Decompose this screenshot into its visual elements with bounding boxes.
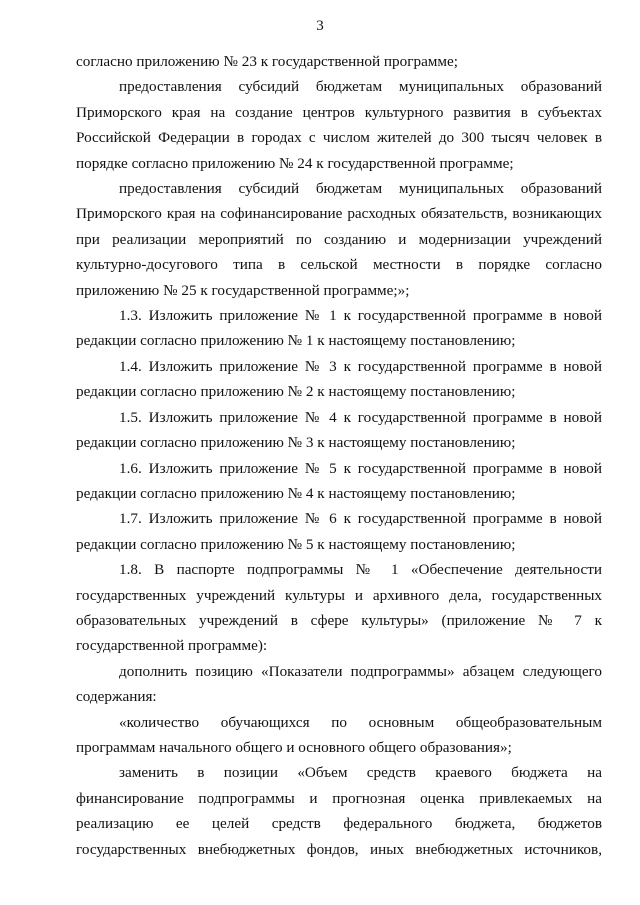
- paragraph: «количество обучающихся по основным общеобразовательным программам начального общего и основного общего образования»;: [76, 713, 602, 756]
- paragraph: предоставления субсидий бюджетам муниципальных образований Приморского края на создание центров культурного развития в субъектах Российской Федерации в городах с числом жителей до 300 тысяч человек в порядке согласно приложению № 24 к государственной программе;: [76, 78, 602, 172]
- paragraph: 1.6. Изложить приложение № 5 к государственной программе в новой редакции согласно приложению № 4 к настоящему постановлению;: [76, 459, 602, 502]
- paragraph: 1.5. Изложить приложение № 4 к государственной программе в новой редакции согласно приложению № 3 к настоящему постановлению;: [76, 408, 602, 452]
- paragraph: 1.8. В паспорте подпрограммы № 1 «Обеспечение деятельности государственных учреждений культуры и архивного дела, государственных образовательных учреждений в сфере культуры» (приложение № 7 к государственной программе):: [76, 561, 602, 655]
- paragraph: 1.3. Изложить приложение № 1 к государственной программе в новой редакции согласно приложению № 1 к настоящему постановлению;: [76, 307, 602, 350]
- paragraph: 1.4. Изложить приложение № 3 к государственной программе в новой редакции согласно приложению № 2 к настоящему постановлению;: [76, 357, 602, 401]
- page-number: 3: [316, 18, 324, 34]
- paragraph: согласно приложению № 23 к государственной программе;: [76, 53, 458, 70]
- paragraph: 1.7. Изложить приложение № 6 к государственной программе в новой редакции согласно приложению № 5 к настоящему постановлению;: [76, 510, 602, 553]
- paragraph: предоставления субсидий бюджетам муниципальных образований Приморского края на софинансирование расходных обязательств, возникающих при реализации мероприятий по созданию и модернизации учреждений культурно-досугового типа в сельской местности в порядке согласно приложению № 25 к государственной программе;»;: [76, 180, 602, 299]
- paragraph: заменить в позиции «Объем средств краевого бюджета на финансирование подпрограммы и прогнозная оценка привлекаемых на реализацию ее целей средств федерального бюджета, бюджетов государственных внебюджетных фондов, иных внебюджетных источников,: [76, 764, 602, 858]
- document-body: [76, 49, 602, 862]
- paragraph: дополнить позицию «Показатели подпрограммы» абзацем следующего содержания:: [76, 662, 602, 706]
